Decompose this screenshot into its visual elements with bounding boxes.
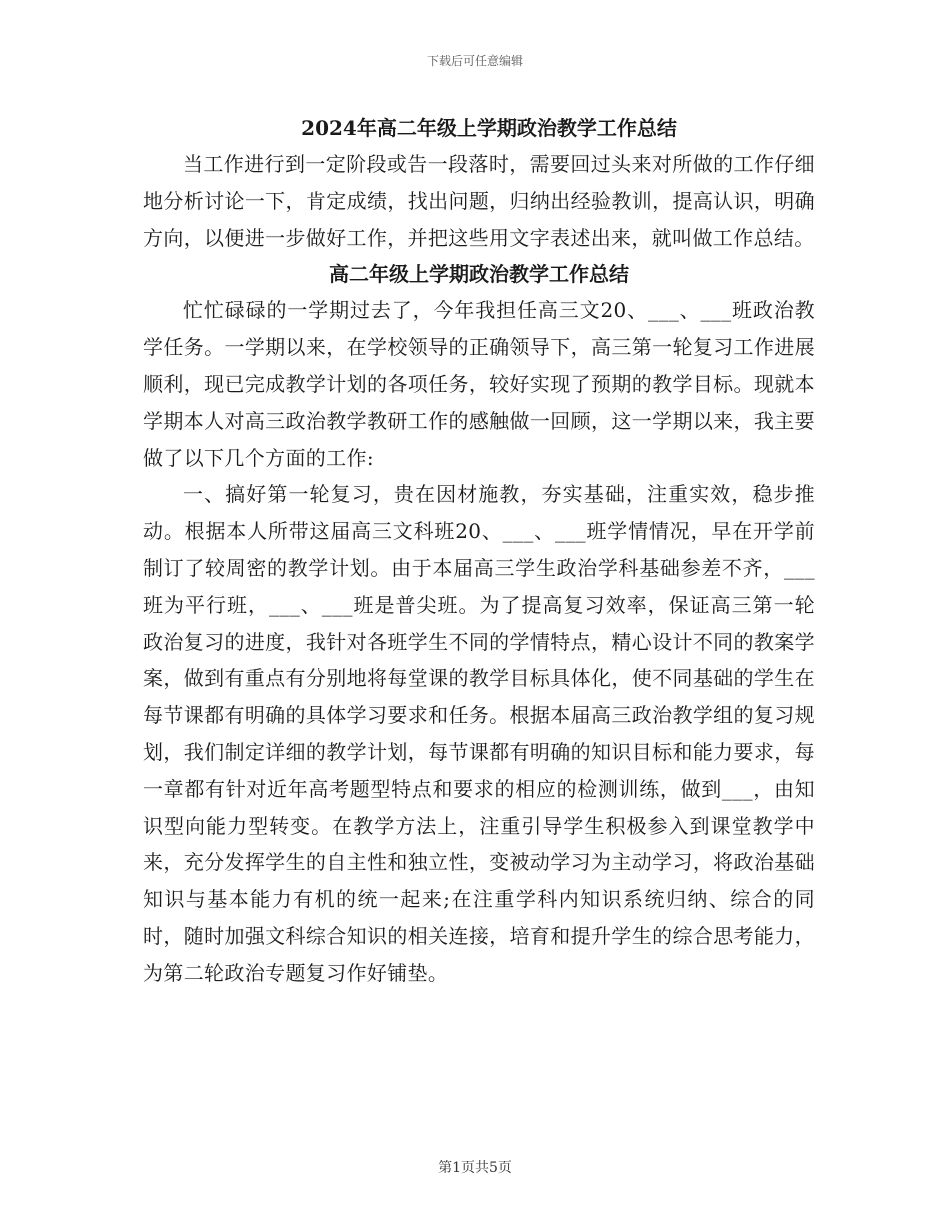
document-body [143, 110, 815, 992]
section-subtitle: 高二年级上学期政治教学工作总结 [329, 262, 629, 287]
document-title: 2024年高二年级上学期政治教学工作总结 [301, 116, 677, 140]
header-note: 下载后可任意编辑 [426, 54, 523, 68]
body-paragraph-2: 一、搞好第一轮复习，贵在因材施教，夯实基础，注重实效，稳步推动。根据本人所带这届高三文科班20、___、___班学情情况，早在开学前制订了较周密的教学计划。由于本届高三学生政治学科基础参差不齐，___班为平行班，___、___班是普尖班。为了提高复习效率，保证高三第一轮政治复习的进度，我针对各班学生不同的学情特点，精心设计不同的教案学案，做到有重点有分别地将每堂课的教学目标具体化，使不同基础的学生在每节课都有明确的具体学习要求和任务。根据本届高三政治教学组的复习规划，我们制定详细的教学计划，每节课都有明确的知识目标和能力要求，每一章都有针对近年高考题型特点和要求的相应的检测训练，做到___，由知识型向能力型转变。在教学方法上，注重引导学生积极参入到课堂教学中来，充分发挥学生的自主性和独立性，变被动学习为主动学习，将政治基础知识与基本能力有机的统一起来;在注重学科内知识系统归纳、综合的同时，随时加强文科综合知识的相关连接，培育和提升学生的综合思考能力，为第二轮政治专题复习作好铺垫。 [143, 482, 815, 985]
intro-paragraph: 当工作进行到一定阶段或告一段落时，需要回过头来对所做的工作仔细地分析讨论一下，肯定成绩，找出问题，归纳出经验教训，提高认识，明确方向，以便进一步做好工作，并把这些用文字表述出来，就叫做工作总结。 [143, 152, 815, 250]
page-number: 第1页共5页 [438, 1160, 512, 1176]
body-paragraph-1: 忙忙碌碌的一学期过去了，今年我担任高三文20、___、___班政治教学任务。一学期以来，在学校领导的正确领导下，高三第一轮复习工作进展顺利，现已完成教学计划的各项任务，较好实现了预期的教学目标。现就本学期本人对高三政治教学教研工作的感触做一回顾，这一学期以来，我主要做了以下几个方面的工作: [143, 298, 815, 470]
